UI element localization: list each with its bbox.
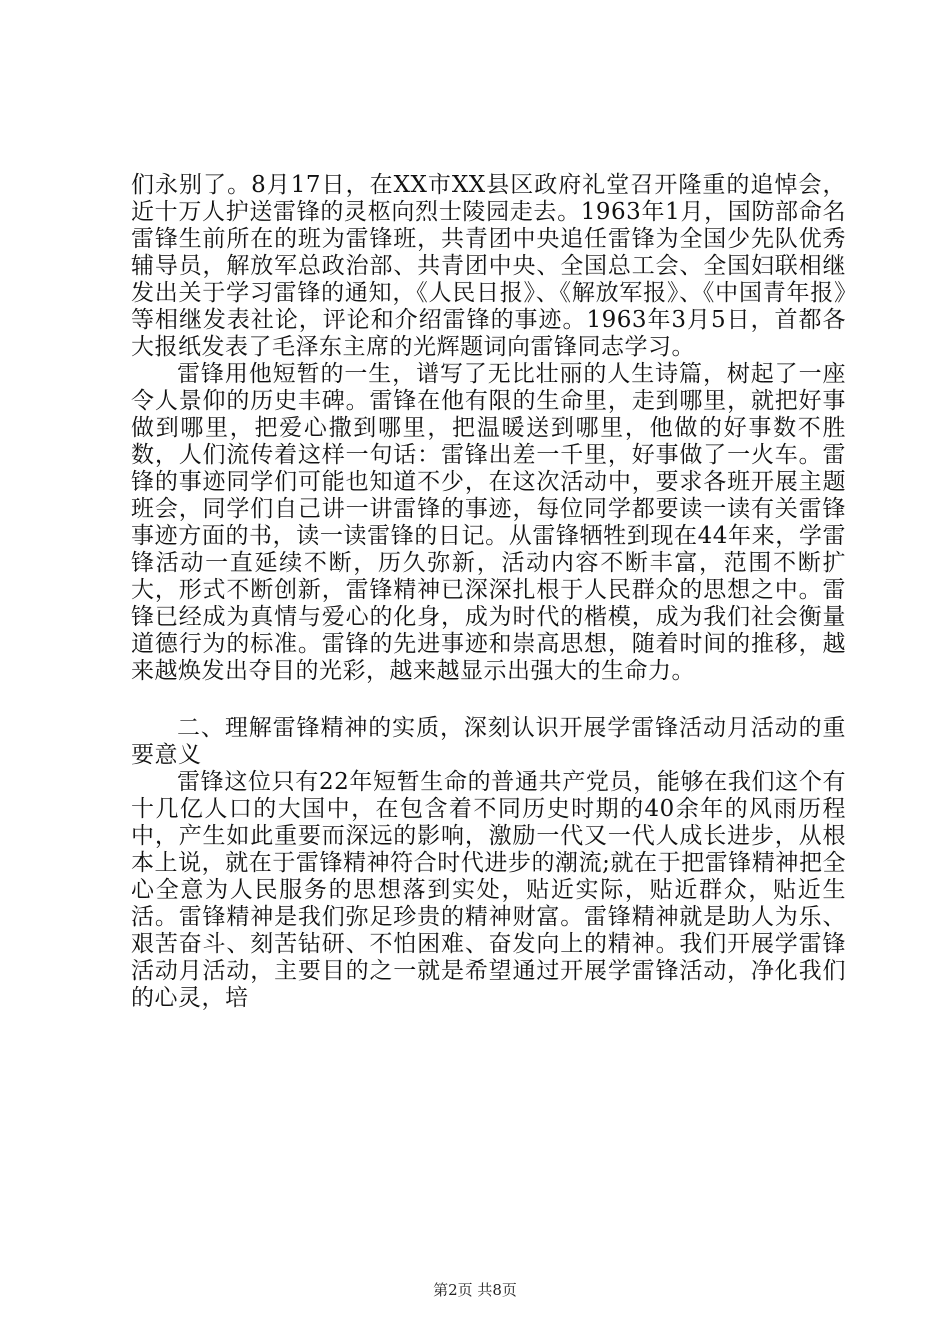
section-heading: 二、理解雷锋精神的实质，深刻认识开展学雷锋活动月活动的重要意义 — [131, 715, 846, 768]
paragraph-leifeng-spirit: 雷锋这位只有22年短暂生命的普通共产党员，能够在我们这个有十几亿人口的大国中，在包含着不同历史时期的40余年的风雨历程中，产生如此重要而深远的影响，激励一代又一代人成长进步，从根本上说，就在于雷锋精神符合时代进步的潮流;就在于把雷锋精神把全心全意为人民服务的思想落到实处，贴近实际，贴近群众，贴近生活。雷锋精神是我们弥足珍贵的精神财富。雷锋精神就是助人为乐、艰苦奋斗、刻苦钻研、不怕困难、奋发向上的精神。我们开展学雷锋活动月活动，主要目的之一就是希望通过开展学雷锋活动，净化我们的心灵，培 — [131, 769, 846, 1011]
paragraph-leifeng-life: 雷锋用他短暂的一生，谱写了无比壮丽的人生诗篇，树起了一座令人景仰的历史丰碑。雷锋在他有限的生命里，走到哪里，就把好事做到哪里，把爱心撒到哪里，把温暖送到哪里，他做的好事数不胜数，人们流传着这样一句话：雷锋出差一千里，好事做了一火车。雷锋的事迹同学们可能也知道不少，在这次活动中，要求各班开展主题班会，同学们自己讲一讲雷锋的事迹，每位同学都要读一读有关雷锋事迹方面的书，读一读雷锋的日记。从雷锋牺牲到现在44年来，学雷锋活动一直延续不断，历久弥新，活动内容不断丰富，范围不断扩大，形式不断创新，雷锋精神已深深扎根于人民群众的思想之中。雷锋已经成为真情与爱心的化身，成为时代的楷模，成为我们社会衡量道德行为的标准。雷锋的先进事迹和崇高思想，随着时间的推移，越来越焕发出夺目的光彩，越来越显示出强大的生命力。 — [131, 361, 846, 684]
paragraph-continued: 们永别了。8月17日，在XX市XX县区政府礼堂召开隆重的追悼会，近十万人护送雷锋的灵柩向烈士陵园走去。1963年1月，国防部命名雷锋生前所在的班为雷锋班，共青团中央追任雷锋为全国少先队优秀辅导员，解放军总政治部、共青团中央、全国总工会、全国妇联相继发出关于学习雷锋的通知，《人民日报》、《解放军报》、《中国青年报》等相继发表社论，评论和介绍雷锋的事迹。1963年3月5日，首都各大报纸发表了毛泽东主席的光辉题词向雷锋同志学习。 — [131, 172, 846, 360]
document-body — [131, 172, 846, 1012]
page-number-footer: 第2页 共8页 — [433, 1281, 517, 1299]
